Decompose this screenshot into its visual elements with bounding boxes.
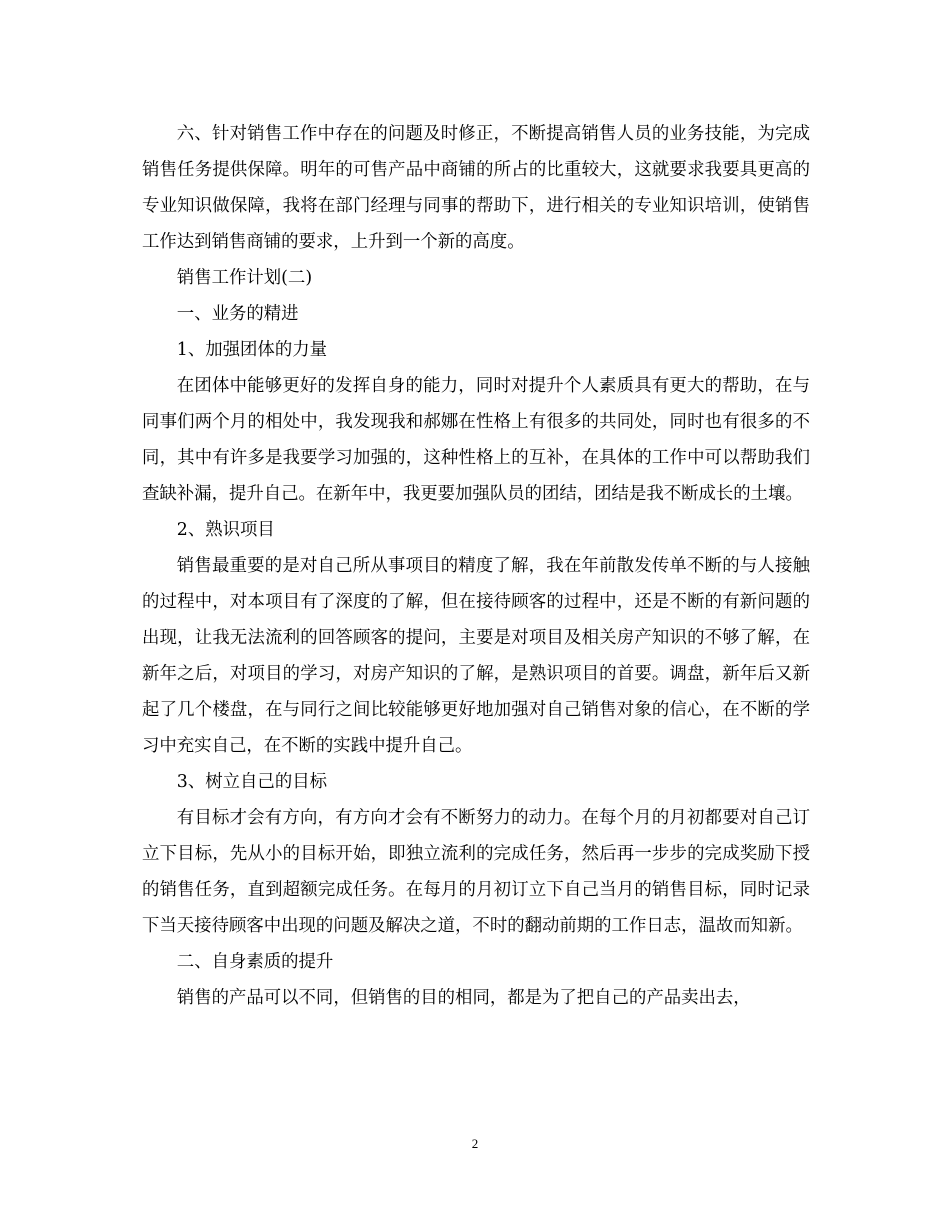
document-body <box>142 116 810 1016</box>
heading-self-improvement: 二、自身素质的提升 <box>176 952 334 972</box>
heading-sales-plan-two: 销售工作计划(二) <box>176 268 313 288</box>
paragraph-set-goals: 有目标才会有方向，有方向才会有不断努力的动力。在每个月的月初都要对自己订立下目标，先从小的目标开始，即独立流利的完成任务，然后再一步步的完成奖励下授的销售任务，直到超额完成任务。在每月的月初订立下自己当月的销售目标，同时记录下当天接待顾客中出现的问题及解决之道，不时的翻动前期的工作日志，温故而知新。 <box>142 808 810 936</box>
paragraph-team-strength: 在团体中能够更好的发挥自身的能力，同时对提升个人素质具有更大的帮助，在与同事们两个月的相处中，我发现我和郝娜在性格上有很多的共同处，同时也有很多的不同，其中有许多是我要学习加强的，这种性格上的互补，在具体的工作中可以帮助我们查缺补漏，提升自己。在新年中，我更要加强队员的团结，团结是我不断成长的土壤。 <box>142 376 810 504</box>
heading-business-improvement: 一、业务的精进 <box>176 304 299 324</box>
paragraph-section-six: 六、针对销售工作中存在的问题及时修正，不断提高销售人员的业务技能，为完成销售任务提供保障。明年的可售产品中商铺的所占的比重较大，这就要求我要具更高的专业知识做保障，我将在部门经理与同事的帮助下，进行相关的专业知识培训，使销售工作达到销售商铺的要求，上升到一个新的高度。 <box>142 124 810 252</box>
paragraph-self-improvement: 销售的产品可以不同，但销售的目的相同，都是为了把自己的产品卖出去， <box>176 988 751 1008</box>
heading-team-strength: 1、加强团体的力量 <box>176 340 327 360</box>
heading-know-project: 2、熟识项目 <box>176 520 275 540</box>
page-number: 2 <box>471 1136 479 1151</box>
paragraph-know-project: 销售最重要的是对自己所从事项目的精度了解，我在年前散发传单不断的与人接触的过程中，对本项目有了深度的了解，但在接待顾客的过程中，还是不断的有新问题的出现，让我无法流利的回答顾客的提问，主要是对项目及相关房产知识的不够了解，在新年之后，对项目的学习，对房产知识的了解，是熟识项目的首要。调盘，新年后又新起了几个楼盘，在与同行之间比较能够更好地加强对自己销售对象的信心，在不断的学习中充实自己，在不断的实践中提升自己。 <box>142 556 810 756</box>
heading-set-goals: 3、树立自己的目标 <box>176 772 327 792</box>
